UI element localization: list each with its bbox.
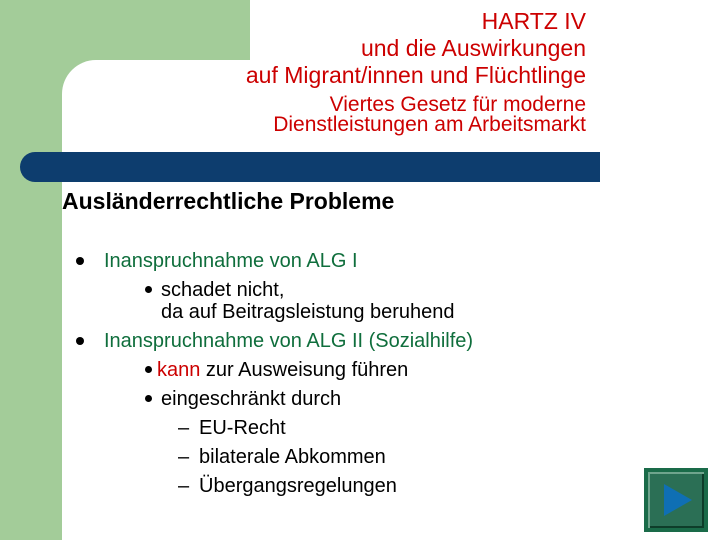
- highlight-kann: kann: [157, 359, 201, 381]
- next-slide-button[interactable]: [644, 468, 708, 532]
- bullet-1-sub-1-cont: da auf Beitragsleistung beruhend: [161, 301, 455, 323]
- play-icon: [664, 484, 692, 516]
- bullet-dot-icon: [76, 337, 84, 345]
- slide-title-line2: und die Auswirkungen: [360, 35, 586, 61]
- button-face: [648, 472, 704, 528]
- section-title: Ausländerrechtliche Probleme: [62, 188, 395, 214]
- dash-icon: –: [178, 475, 190, 497]
- dash-item-3: Übergangsregelungen: [199, 475, 397, 497]
- dash-icon: –: [178, 446, 190, 468]
- sub-bullet-dot-icon: [145, 286, 152, 293]
- bullet-2: Inanspruchnahme von ALG II (Sozialhilfe): [104, 330, 474, 352]
- dash-item-1: EU-Recht: [199, 417, 286, 439]
- slide-title-line1: HARTZ IV: [481, 8, 586, 34]
- bullet-2-sub-1-rest: zur Ausweisung führen: [200, 359, 409, 381]
- slide-subtitle-line1: Viertes Gesetz für moderne: [329, 93, 586, 116]
- bullet-2-sub-2: eingeschränkt durch: [161, 388, 342, 410]
- slide-title-line3: auf Migrant/innen und Flüchtlinge: [245, 62, 586, 88]
- bullet-2-sub-1: [157, 358, 408, 382]
- sub-bullet-dot-icon: [145, 366, 152, 373]
- dash-item-2: bilaterale Abkommen: [199, 446, 386, 468]
- slide-header: [246, 8, 586, 135]
- dash-icon: –: [178, 417, 190, 439]
- bullet-1-sub-1: schadet nicht,: [161, 279, 285, 301]
- divider-bar: [20, 152, 600, 182]
- slide-subtitle-line2: Dienstleistungen am Arbeitsmarkt: [273, 113, 586, 136]
- sub-bullet-dot-icon: [145, 395, 152, 402]
- bullet-1: Inanspruchnahme von ALG I: [104, 250, 358, 272]
- bullet-dot-icon: [76, 257, 84, 265]
